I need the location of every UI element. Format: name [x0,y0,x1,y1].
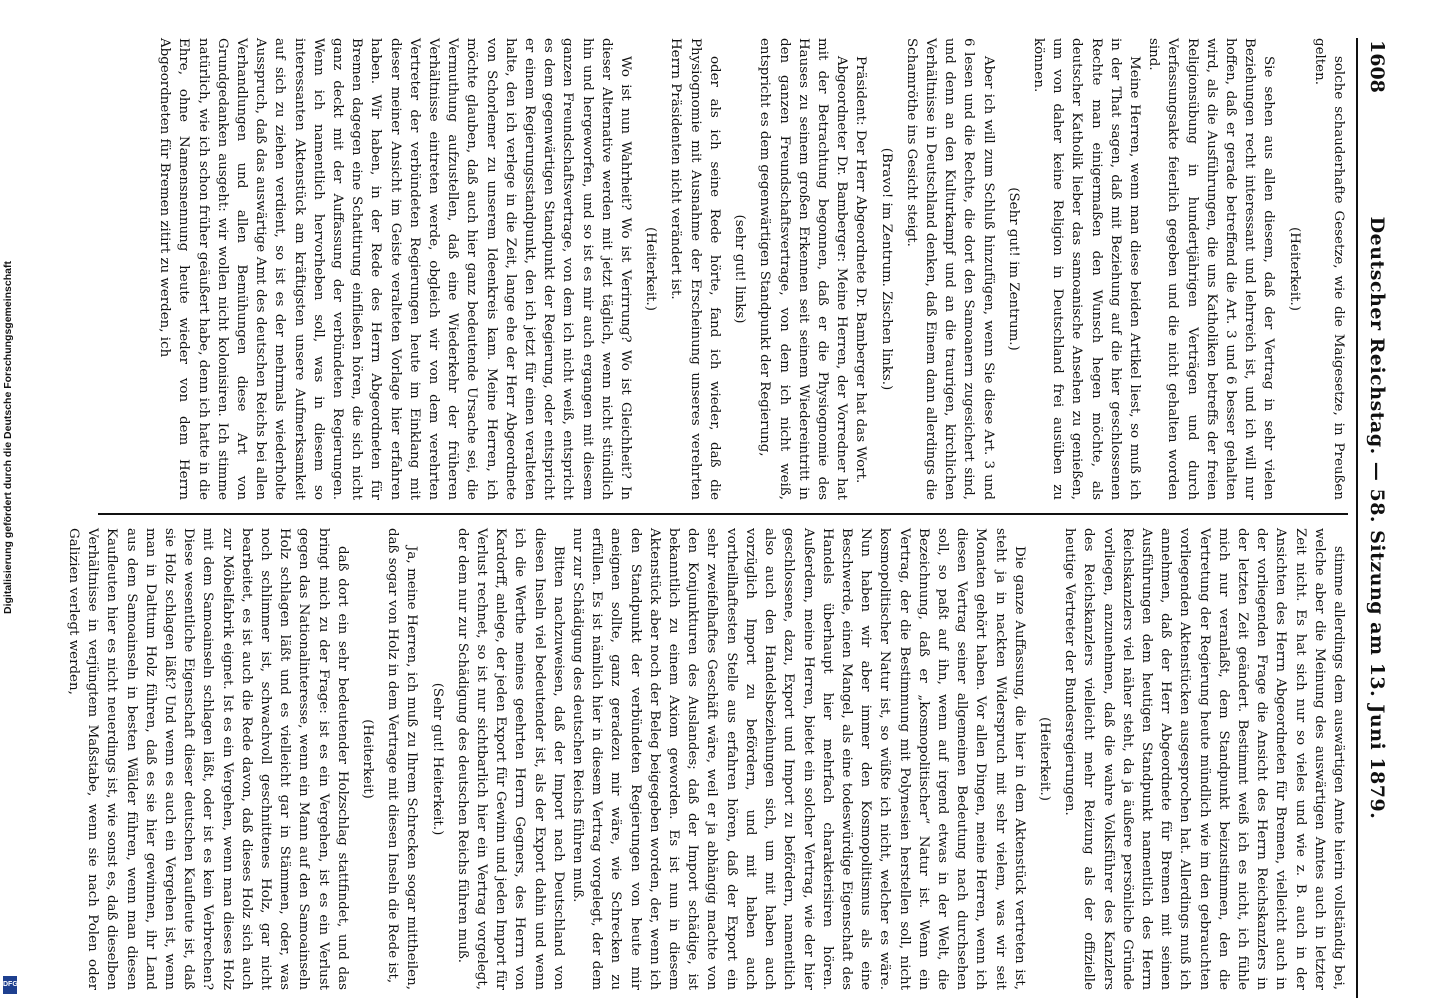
paragraph: daß dort ein sehr bedeutender Holzschlag stattfindet, und das bringt mich zu der Frage: ist es ein Vergehen, ist es ein Verlust gegen das Nationalinteresse, wenn ein Mann auf den Samoainseln Holz schlagen läßt und es vielleicht gar in Stämmen, oder, was noch schlimmer ist, schwachvoll geschnittenes Holz, gar nicht bearbeitet, es ist auch die Rede davon, daß dieses Holz sich auch zur Möbelfabrik eignet. Ist es ein Vergehen, wenn man dieses Holz mit dem Samoainseln schlagen läßt, oder ist es kein Verbrechen? Diese wesentliche Eigenschaft dieser deutschen Kaufleute ist, daß sie Holz schlagen läßt? Und wenn es auch ein Vergehen ist, wenn man in Dalttum Holz führen, daß es sie hier gewinnen, ihr Land aus dem Samoainseln in besten Wälder führen, wenn man diesen Kaufleuten hier es nicht neuerdings ist, wie sonst es, daß dieselben Verhältnisse in verjüngtem Maßstabe, wenn sie nach Polen oder Galizien verlegt werden, [66,528,350,990]
paragraph: Die ganze Auffassung, die hier in dem Aktenstück vertreten ist, steht ja in nackten Widerspruch mit sehr vielem, was wir seit Monaten gehört haben. Vor allen Dingen, meine Herren, wenn ich diesen Vertrag seiner allgemeinen Bedeutung nach durchsehen soll, so paßt auf ihn, wenn auf irgend etwas in der Welt, die Bezeichnung, daß er „kosmopolitischer“ Natur ist. Wenn ein Vertrag, der die Bestimmung mit Polynesien herstellen soll, nicht kosmopolitischer Natur ist, so wüßte ich nicht, welcher es wäre. Nun haben wir aber immer den Kosmopolitismus als eine Beschwerde, einen Mangel, als eine todeswürdige Eigenschaft des Handels überhaupt hier mehrfach charakterisiren hören. Außerdem, meine Herren, bietet ein solcher Vertrag, wie der hier geschlossene, dazu, Export und Import zu befördern, namentlich also auch den Handelsbeziehungen sich, um mit haben auch vorzüglich Import zu befördern, und mit haben auch vortheilhaftesten Stelle aus erfahren hören, daß der Export ein sehr zweifelhaftes Geschäft wäre, weil er ja abhängig machte von den Konjunkturen des Auslandes; daß der Import schädige, ist bekanntlich zu einem Axiom geworden. Es ist nun in diesem Aktenstück aber noch der Beleg beigegeben worden, der, wenn ich den Standpunkt der verbündeten Regierungen von heute mir aneignen sollte, ganz geradezu mir wäre, wie Schrecken zu erfüllen. Es ist nämlich hier in diesem Vertrag vorgelegt, der dem nur zur Schädigung des deutschen Reichs führen muß. [570,528,1027,990]
digitization-credit: Digitalisierung gefördert durch die Deutsche Forschungsgemeinschaft [2,261,14,614]
rotated-page [66,38,1392,998]
reaction: (sehr gut! links) [732,214,748,324]
right-column [66,528,1348,990]
reaction: (Heiterkeit) [360,719,376,799]
column-divider [98,513,1348,515]
paragraph: Meine Herren, wenn man diese beiden Artikel liest, so muß ich in der That sagen, daß mit Beziehung auf die hier geschlossenen Rechte man einigermaßen den Wunsch hegen möchte, als deutscher Katholik lieber das samoanische Ansehen zu genießen, um von daher keine Religion in Deutschland frei ausüben zu können. [1030,38,1142,500]
paragraph: stimme allerdings dem auswärtigen Amte hierin vollständig bei, welche aber die Meinung des auswärtigen Amtes auch in letzter Zeit nicht. Es hat sich nur so vieles und wie z. B. auch in der Ansichten des Herrn Abgeordneten für Bremen, vielleicht auch in der vorliegenden Frage die Ansicht des Herrn Reichskanzlers in der letzten Zeit geändert. Bestimmt weiß ich es nicht, ich fühle mich nur veranlaßt, dem Standpunkt beizustimmen, den die Vertretung der Regierung heute mündlich wie im den gebrauchten vorliegenden Aktenstücken ausgesprochen hat. Allerdings muß ich annehmen, daß der Herr Abgeordnete für Bremen mit seinen Ausführungen dem heutigen Standpunkt namentlich des Herrn Reichskanzlers viel näher steht, da ja äußere persönliche Gründe vorliegen, anzunehmen, daß die wahre Volksführer des Kanzlers des Reichskanzlers vielleicht mehr Reizung als der offizielle heutige Vertreter der Bundesregierungen. [1062,528,1346,990]
reaction: (Sehr gut! im Zentrum.) [1005,187,1021,351]
paragraph: solche schauderhafte Gesetze, wie die Maigesetze, in Preußen gelten. [1311,38,1346,500]
speaker-paragraph: Präsident: Der Herr Abgeordnete Dr. Bamberger hat das Wort. [853,56,869,484]
dfg-logo-icon: DFG [3,976,17,994]
reaction: (Heiterkeit.) [1286,227,1302,311]
reaction: (Sehr gut! Heiterkeit.) [429,682,445,836]
left-column [98,38,1348,500]
paragraph: Aber ich will zum Schluß hinzufügen, wenn Sie diese Art. 3 und 6 lesen und die Rechte, die dort den Samoanern zugesichert sind, und denn an den Kulturkampf und an die traurigen, kirchlichen Verhältnisse in Deutschland denken, daß Einem dann allerdings die Schamröthe ins Gesicht steigt. [903,38,996,500]
paragraph: Sie sehen aus allen diesem, daß der Vertrag in sehr vielen Beziehungen recht interessant und lehrreich ist, und ich will nur hoffen, daß er gerade betreffend die Art. 3 und 6 besser gehalten wird, als die Ausführungen, die uns Katholiken betreffs der freien Religionsübung in hundertjährigen Verträgen und durch Verfassungsakte feierlich gegeben und die nicht gehalten worden sind. [1146,38,1277,500]
paragraph: Bitten nachzuweisen, daß der Import nach Deutschland von diesen Inseln viel bedeutender ist, als der Export dahin und wenn ich die Werthe meines geehrten Herrn Gegners, des Herrn von Kardorff, anlege, der jeden Export für Gewinn und jeden Import für Verlust rechnet, so ist nur sichtbarlich hier ein Vertrag vorgelegt, der dem nur zur Schädigung des deutschen Reichs führen muß. [454,528,566,990]
page-title: Deutscher Reichstag. — 58. Sitzung am 13. Juni 1879. [1366,216,1388,820]
reaction: (Heiterkeit.) [643,227,659,311]
paragraph: Ja, meine Herren, ich muß zu Ihrem Schrecken sogar mittheilen, daß sogar von Holz in dem Vertrage mit diesen Inseln die Rede ist, [385,528,420,990]
reaction: (Bravo! im Zentrum. Zischen links.) [878,147,894,391]
paragraph: Wo ist nun Wahrheit? Wo ist Verirrung? Wo ist Gleichheit? In dieser Alternative werden mit jetzt täglich, wenn nicht stündlich hin und hergeworfen, und so ist es mir auch ergangen mit diesem ganzen Freundschaftsvertrage, von dem ich nicht weiß, entspricht es dem gegenwärtigen Standpunkt der Regierung, oder entspricht er einem Regierungsstandpunkt, den ich jetzt für einen veralteten halte, den ich verlege in die Zeit, lange ehe der Herr Abgeordnete von Schorlemer zu unserem Ideenkreis kam. Meine Herren, ich möchte glauben, daß auch hier ganz bedeutende Ursache sei, die Vermuthung aufzustellen, daß eine Wiederkehr der früheren Verhältnisse eintreten werde, obgleich wir von dem verehrten Vertreter der verbündeten Regierungen heute im Einklang mit dieser meiner Ansicht im Geiste veralteten Vorlage hier erfahren haben. Wir haben, in der Rede des Herrn Abgeordneten für Bremen dagegen eine Schattirung einfließen hören, die sich nicht ganz deckt mit der Auffassung der verbündeten Regierungen. Wenn ich namentlich hervorheben soll, was in diesem so interessanten Aktenstück am kräftigsten unsere Aufmerksamkeit auf sich zu ziehen verdient, so ist es der mehrmals wiederholte Ausspruch, daß das auswärtige Amt des deutschen Reichs bei allen Verhandlungen und allen Bemühungen diese Art von Grundgedanken ausgeht: wir wollen nicht kolonisiren. Ich stimme natürlich, wie ich schon früher geäußert habe, denn ich hatte in die Ehre, ohne Namensnennung heute wieder von dem Herrn Abgeordneten für Bremen zitirt zu werden, ich [157,38,634,500]
speaker-paragraph: Abgeordneter Dr. Bamberger: Meine Herren, der Vorredner hat mit der Betrachtung begonnen, daß er die Physiognomie des Hauses zu seinem großen Erkennen seit seinem Wiedereintritt in den ganzen Freundschaftsvertrage, von dem ich nicht weiß, entspricht es dem gegenwärtigen Standpunkt der Regierung, [757,38,850,500]
page-header [1356,38,1392,998]
page-number: 1608 [1366,40,1388,93]
paragraph: oder als ich seine Rede hörte, fand ich wieder, daß die Physiognomie mit Ausnahme der Erscheinung unseres verehrten Herrn Präsidenten nicht verändert ist. [668,38,722,500]
reaction: (Heiterkeit.) [1036,717,1052,801]
